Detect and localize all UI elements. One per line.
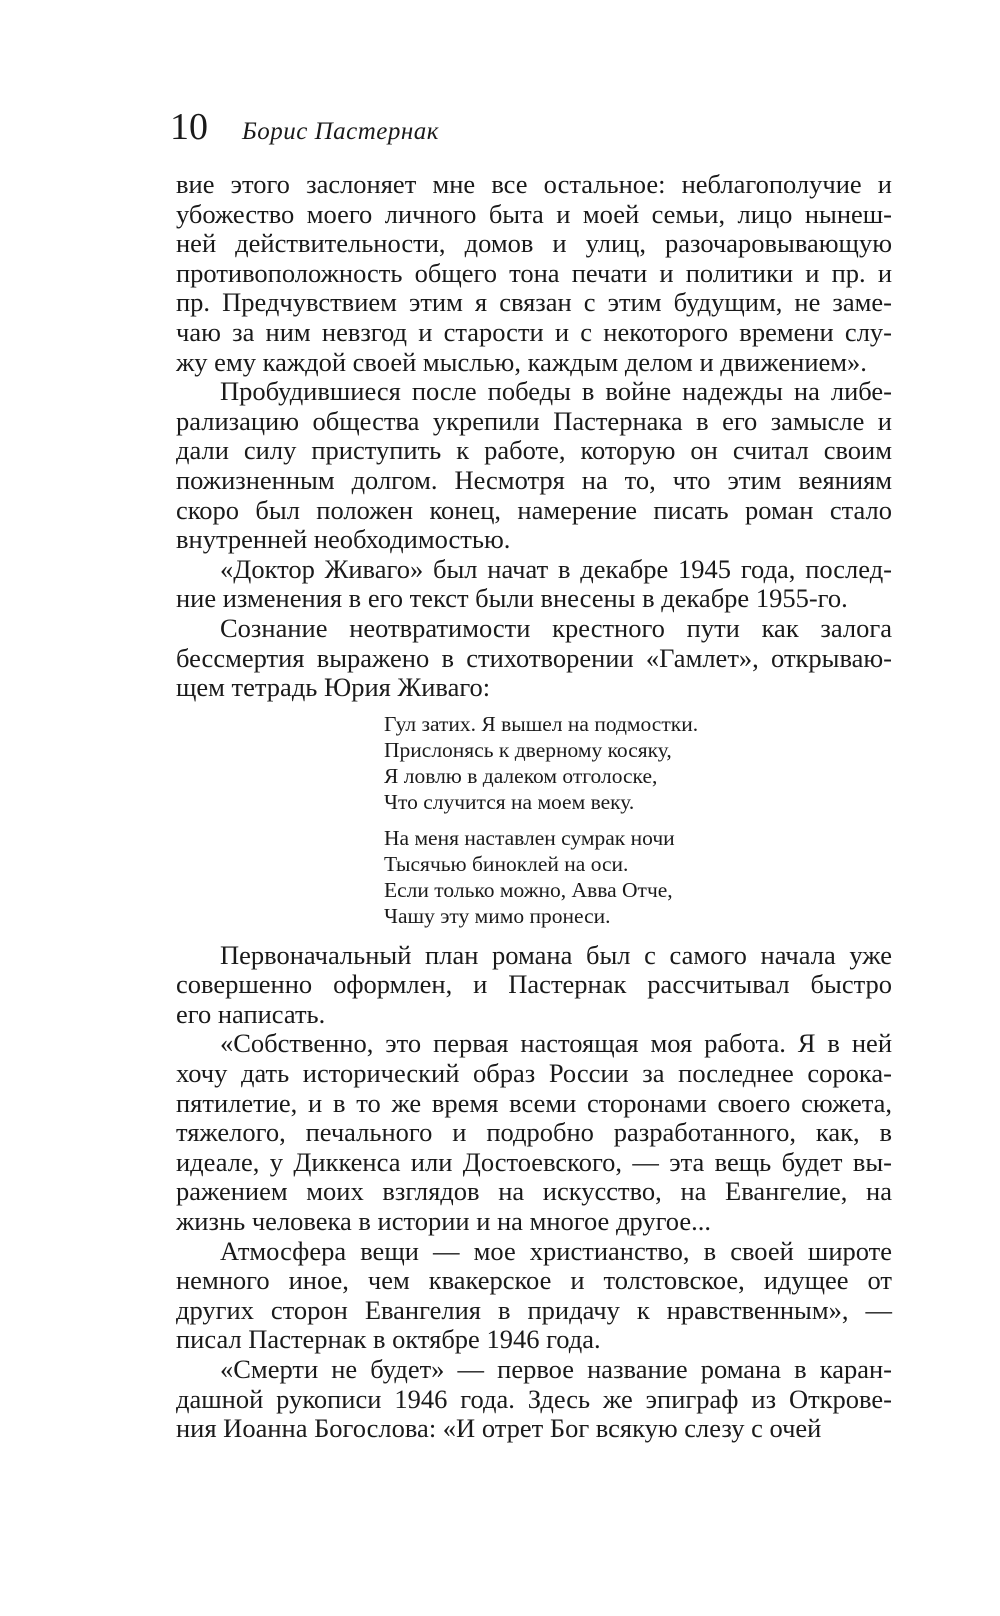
poem-line: Если только можно, Авва Отче, — [384, 877, 673, 902]
poem-stanza — [384, 711, 892, 815]
paragraph — [176, 941, 892, 1030]
paragraph — [176, 377, 892, 555]
text-line: тяжелого, печального и подробно разработанного, как, в — [176, 1117, 892, 1148]
text-line: дали силу приступить к работе, которую он считал своим — [176, 435, 892, 466]
text-line: противоположность общего тона печати и политики и пр. и — [176, 257, 892, 288]
text-line: убожество моего личного быта и моей семьи, лицо нынеш- — [176, 198, 892, 229]
text-line: Первоначальный план романа был с самого начала уже — [220, 939, 892, 970]
poem-line: Что случится на моем веку. — [384, 789, 635, 814]
text-line: бессмертия выражено в стихотворении «Гамлет», открываю- — [176, 642, 892, 673]
body-text — [176, 170, 892, 1444]
text-line: других сторон Евангелия в придачу к нравственным», — — [176, 1294, 892, 1325]
text-line: ней действительности, домов и улиц, разочаровывающую — [176, 228, 892, 259]
text-line: совершенно оформлен, и Пастернак рассчитывал быстро — [176, 969, 892, 1000]
paragraph — [176, 1029, 892, 1236]
text-line: ражением моих взглядов на искусство, на Евангелие, на — [176, 1176, 892, 1207]
poem-line: Чашу эту мимо пронеси. — [384, 903, 611, 928]
text-line: пятилетие, и в то же время всеми сторонами своего сюжета, — [176, 1087, 892, 1118]
text-line: пожизненным долгом. Несмотря на то, что этим веяниям — [176, 464, 892, 495]
poem-hamlet — [384, 711, 892, 929]
text-line: Пробудившиеся после победы в войне надежды на либе- — [220, 376, 892, 407]
text-line: ния Иоанна Богослова: «И отрет Бог всякую слезу с очей — [176, 1413, 822, 1444]
poem-line: Я ловлю в далеком отголоске, — [384, 763, 658, 788]
paragraph — [176, 555, 892, 614]
poem-line: Гул затих. Я вышел на подмостки. — [384, 711, 699, 736]
page-number: 10 — [170, 106, 208, 148]
text-line: вие этого заслоняет мне все остальное: неблагополучие и — [176, 169, 892, 199]
text-line: писал Пастернак в октябре 1946 года. — [176, 1324, 601, 1355]
poem-line: Прислонясь к дверному косяку, — [384, 737, 672, 762]
running-head-author: Борис Пастернак — [242, 118, 439, 145]
text-line: жу ему каждой своей мыслью, каждым делом и движением». — [176, 346, 867, 377]
paragraph — [176, 614, 892, 703]
text-line: чаю за ним невзгод и старости и с некоторого времени слу- — [176, 316, 892, 347]
text-line: рализацию общества укрепили Пастернака в его замысле и — [176, 405, 892, 436]
text-line: немного иное, чем квакерское и толстовское, идущее от — [176, 1265, 892, 1296]
text-line: дашной рукописи 1946 года. Здесь же эпиграф из Открове- — [176, 1383, 892, 1414]
poem-line: На меня наставлен сумрак ночи — [384, 825, 675, 850]
text-line: хочу дать исторический образ России за последнее сорока- — [176, 1058, 892, 1089]
poem-line: Тысячью биноклей на оси. — [384, 851, 629, 876]
text-line: идеале, у Диккенса или Достоевского, — эта вещь будет вы- — [176, 1146, 892, 1177]
text-line: пр. Предчувствием этим я связан с этим будущим, не заме- — [176, 287, 892, 318]
poem-stanza — [384, 825, 892, 929]
text-line: внутренней необходимостью. — [176, 524, 511, 555]
text-line: «Смерти не будет» — первое название романа в каран- — [220, 1354, 892, 1384]
text-line: щем тетрадь Юрия Живаго: — [176, 672, 491, 703]
text-line: ние изменения в его текст были внесены в декабре 1955-го. — [176, 583, 848, 614]
text-line: Атмосфера вещи — мое христианство, в своей широте — [220, 1235, 892, 1266]
text-line: жизнь человека в истории и на многое другое... — [176, 1206, 711, 1237]
text-line: его написать. — [176, 998, 326, 1029]
text-line: Сознание неотвратимости крестного пути как залога — [220, 612, 892, 643]
paragraph — [176, 1355, 892, 1444]
paragraphs-before-poem — [176, 170, 892, 703]
paragraph — [176, 1237, 892, 1355]
paragraph — [176, 170, 892, 377]
text-line: «Доктор Живаго» был начат в декабре 1945 года, послед- — [220, 553, 892, 584]
text-line: «Собственно, это первая настоящая моя работа. Я в ней — [220, 1028, 892, 1059]
paragraphs-after-poem — [176, 941, 892, 1444]
text-line: скоро был положен конец, намерение писать роман стало — [176, 494, 892, 525]
page-header — [170, 108, 439, 146]
